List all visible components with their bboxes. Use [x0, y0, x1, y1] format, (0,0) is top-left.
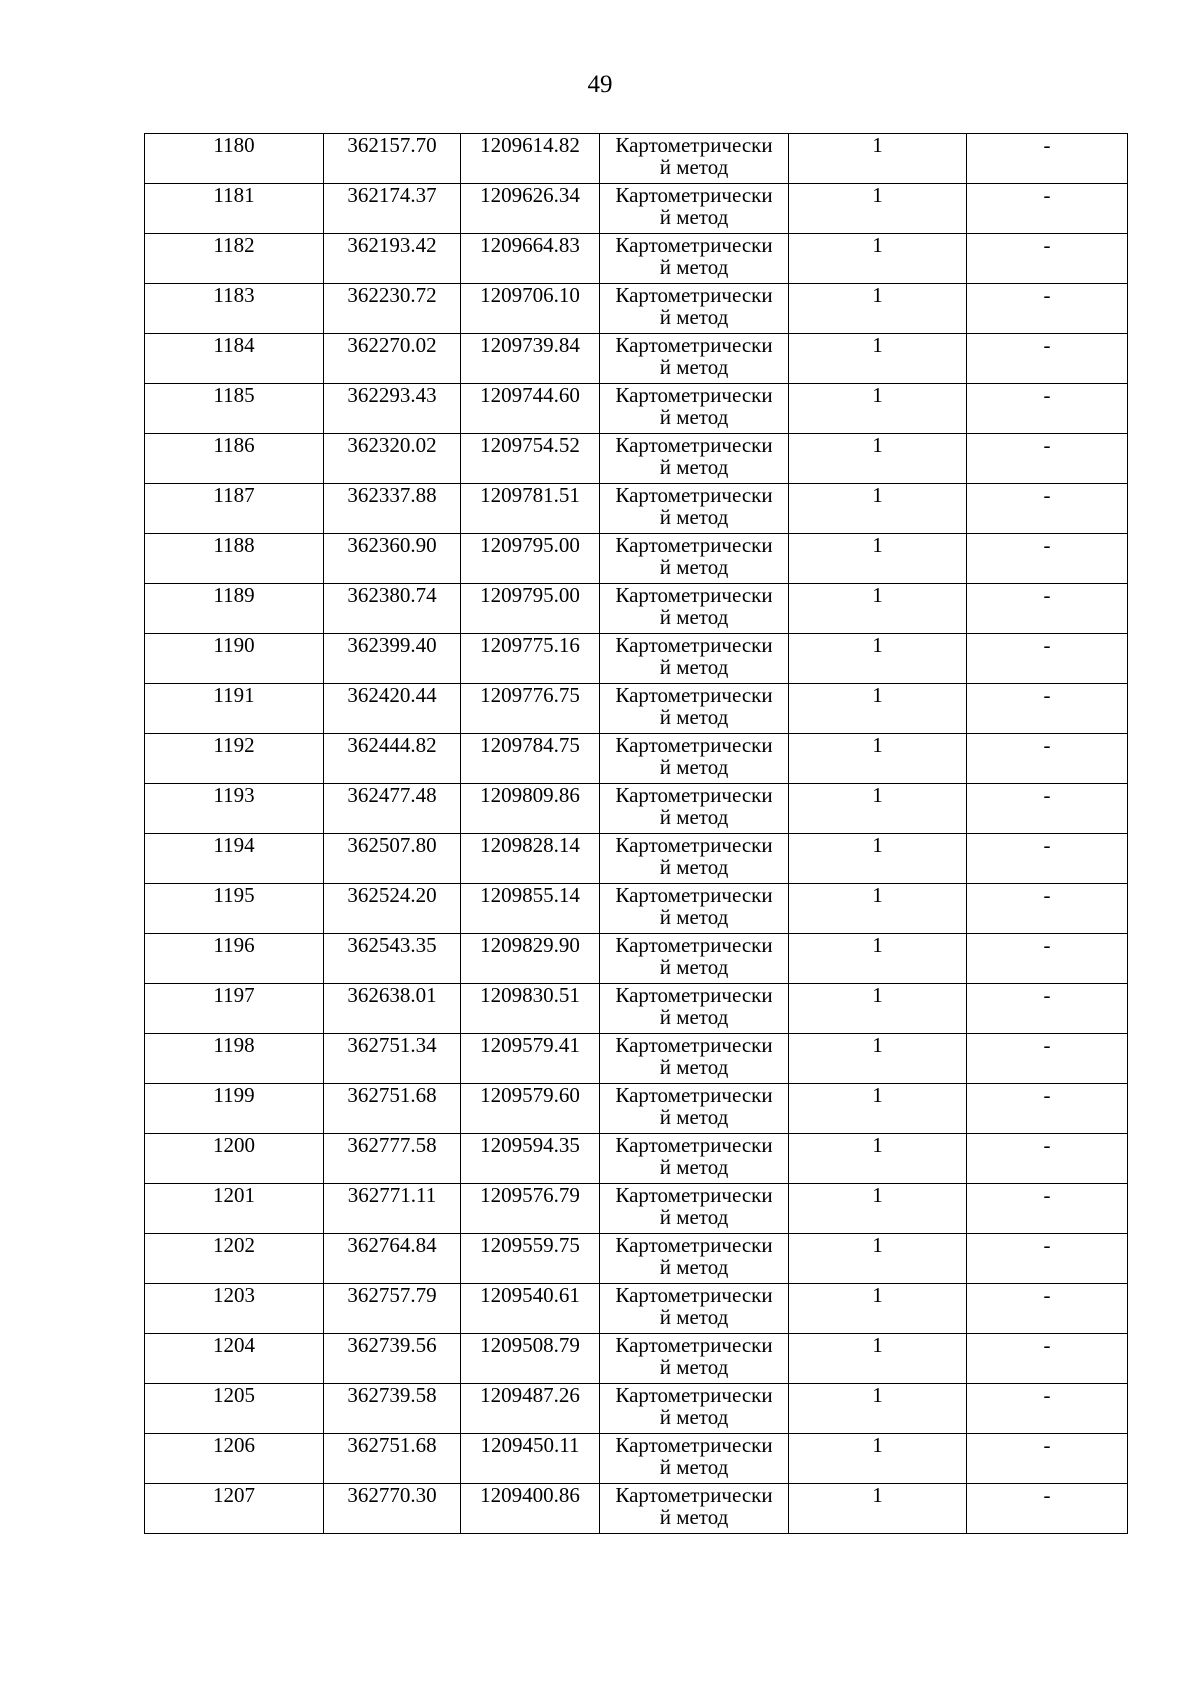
method-cell — [600, 1384, 789, 1434]
description-cell: - — [967, 1484, 1128, 1534]
x-coordinate-cell: 362157.70 — [324, 134, 461, 184]
accuracy-cell: 1 — [789, 584, 967, 634]
point-number-cell: 1181 — [145, 184, 324, 234]
y-coordinate-cell: 1209450.11 — [461, 1434, 600, 1484]
point-number-cell: 1182 — [145, 234, 324, 284]
point-number-cell: 1189 — [145, 584, 324, 634]
y-coordinate-cell: 1209828.14 — [461, 834, 600, 884]
accuracy-cell: 1 — [789, 1234, 967, 1284]
point-number-cell: 1186 — [145, 434, 324, 484]
description-cell: - — [967, 584, 1128, 634]
x-coordinate-cell: 362174.37 — [324, 184, 461, 234]
y-coordinate-cell: 1209795.00 — [461, 584, 600, 634]
accuracy-cell: 1 — [789, 834, 967, 884]
description-cell: - — [967, 484, 1128, 534]
description-cell: - — [967, 134, 1128, 184]
x-coordinate-cell: 362524.20 — [324, 884, 461, 934]
x-coordinate-cell: 362270.02 — [324, 334, 461, 384]
y-coordinate-cell: 1209579.41 — [461, 1034, 600, 1084]
x-coordinate-cell: 362320.02 — [324, 434, 461, 484]
method-cell — [600, 1284, 789, 1334]
accuracy-cell: 1 — [789, 1384, 967, 1434]
method-line-1: Картометрически — [615, 1133, 773, 1157]
accuracy-cell: 1 — [789, 334, 967, 384]
accuracy-cell: 1 — [789, 734, 967, 784]
method-line-1: Картометрически — [615, 1433, 773, 1457]
table-row — [145, 484, 1128, 534]
description-cell: - — [967, 934, 1128, 984]
x-coordinate-cell: 362751.68 — [324, 1084, 461, 1134]
y-coordinate-cell: 1209781.51 — [461, 484, 600, 534]
point-number-cell: 1183 — [145, 284, 324, 334]
point-number-cell: 1188 — [145, 534, 324, 584]
method-line-1: Картометрически — [615, 583, 773, 607]
method-line-1: Картометрически — [615, 833, 773, 857]
description-cell: - — [967, 284, 1128, 334]
point-number-cell: 1205 — [145, 1384, 324, 1434]
method-cell — [600, 1434, 789, 1484]
table-row — [145, 1284, 1128, 1334]
method-line-1: Картометрически — [615, 1183, 773, 1207]
y-coordinate-cell: 1209508.79 — [461, 1334, 600, 1384]
table-row — [145, 1134, 1128, 1184]
method-cell — [600, 734, 789, 784]
method-line-2: й метод — [659, 1405, 729, 1429]
accuracy-cell: 1 — [789, 1284, 967, 1334]
point-number-cell: 1193 — [145, 784, 324, 834]
x-coordinate-cell: 362193.42 — [324, 234, 461, 284]
y-coordinate-cell: 1209579.60 — [461, 1084, 600, 1134]
method-line-2: й метод — [659, 755, 729, 779]
description-cell: - — [967, 1034, 1128, 1084]
x-coordinate-cell: 362360.90 — [324, 534, 461, 584]
point-number-cell: 1187 — [145, 484, 324, 534]
accuracy-cell: 1 — [789, 1484, 967, 1534]
point-number-cell: 1199 — [145, 1084, 324, 1134]
method-cell — [600, 384, 789, 434]
method-line-1: Картометрически — [615, 183, 773, 207]
description-cell: - — [967, 384, 1128, 434]
point-number-cell: 1204 — [145, 1334, 324, 1384]
method-cell — [600, 984, 789, 1034]
accuracy-cell: 1 — [789, 434, 967, 484]
description-cell: - — [967, 834, 1128, 884]
method-line-2: й метод — [659, 1055, 729, 1079]
method-line-1: Картометрически — [615, 283, 773, 307]
accuracy-cell: 1 — [789, 234, 967, 284]
accuracy-cell: 1 — [789, 934, 967, 984]
description-cell: - — [967, 1334, 1128, 1384]
method-line-1: Картометрически — [615, 683, 773, 707]
accuracy-cell: 1 — [789, 784, 967, 834]
y-coordinate-cell: 1209664.83 — [461, 234, 600, 284]
method-line-2: й метод — [659, 505, 729, 529]
method-line-1: Картометрически — [615, 733, 773, 757]
x-coordinate-cell: 362543.35 — [324, 934, 461, 984]
point-number-cell: 1191 — [145, 684, 324, 734]
method-cell — [600, 1484, 789, 1534]
method-cell — [600, 1084, 789, 1134]
method-cell — [600, 434, 789, 484]
table-row — [145, 334, 1128, 384]
method-line-1: Картометрически — [615, 983, 773, 1007]
method-cell — [600, 234, 789, 284]
y-coordinate-cell: 1209754.52 — [461, 434, 600, 484]
description-cell: - — [967, 334, 1128, 384]
method-cell — [600, 634, 789, 684]
y-coordinate-cell: 1209830.51 — [461, 984, 600, 1034]
method-line-1: Картометрически — [615, 483, 773, 507]
x-coordinate-cell: 362507.80 — [324, 834, 461, 884]
accuracy-cell: 1 — [789, 1034, 967, 1084]
method-line-2: й метод — [659, 205, 729, 229]
x-coordinate-cell: 362399.40 — [324, 634, 461, 684]
description-cell: - — [967, 734, 1128, 784]
y-coordinate-cell: 1209739.84 — [461, 334, 600, 384]
method-line-1: Картометрически — [615, 1083, 773, 1107]
method-line-1: Картометрически — [615, 1483, 773, 1507]
description-cell: - — [967, 1234, 1128, 1284]
method-cell — [600, 534, 789, 584]
coordinates-table-body — [145, 134, 1128, 1534]
table-row — [145, 1384, 1128, 1434]
accuracy-cell: 1 — [789, 534, 967, 584]
method-line-1: Картометрически — [615, 1033, 773, 1057]
description-cell: - — [967, 234, 1128, 284]
y-coordinate-cell: 1209795.00 — [461, 534, 600, 584]
method-cell — [600, 1234, 789, 1284]
accuracy-cell: 1 — [789, 1084, 967, 1134]
method-line-1: Картометрически — [615, 333, 773, 357]
description-cell: - — [967, 1134, 1128, 1184]
table-row — [145, 134, 1128, 184]
point-number-cell: 1180 — [145, 134, 324, 184]
method-cell — [600, 784, 789, 834]
description-cell: - — [967, 1434, 1128, 1484]
accuracy-cell: 1 — [789, 484, 967, 534]
description-cell: - — [967, 534, 1128, 584]
method-line-2: й метод — [659, 255, 729, 279]
method-cell — [600, 684, 789, 734]
y-coordinate-cell: 1209775.16 — [461, 634, 600, 684]
method-line-2: й метод — [659, 305, 729, 329]
method-line-1: Картометрически — [615, 933, 773, 957]
method-line-1: Картометрически — [615, 383, 773, 407]
method-line-2: й метод — [659, 805, 729, 829]
x-coordinate-cell: 362420.44 — [324, 684, 461, 734]
x-coordinate-cell: 362771.11 — [324, 1184, 461, 1234]
x-coordinate-cell: 362337.88 — [324, 484, 461, 534]
method-line-2: й метод — [659, 855, 729, 879]
point-number-cell: 1206 — [145, 1434, 324, 1484]
table-row — [145, 534, 1128, 584]
method-cell — [600, 1034, 789, 1084]
page-number: 49 — [587, 71, 613, 98]
x-coordinate-cell: 362444.82 — [324, 734, 461, 784]
description-cell: - — [967, 1284, 1128, 1334]
method-line-2: й метод — [659, 1255, 729, 1279]
accuracy-cell: 1 — [789, 134, 967, 184]
x-coordinate-cell: 362230.72 — [324, 284, 461, 334]
method-line-1: Картометрически — [615, 1283, 773, 1307]
table-row — [145, 1084, 1128, 1134]
table-row — [145, 884, 1128, 934]
point-number-cell: 1195 — [145, 884, 324, 934]
accuracy-cell: 1 — [789, 384, 967, 434]
method-line-2: й метод — [659, 655, 729, 679]
description-cell: - — [967, 784, 1128, 834]
y-coordinate-cell: 1209784.75 — [461, 734, 600, 784]
method-line-2: й метод — [659, 605, 729, 629]
x-coordinate-cell: 362380.74 — [324, 584, 461, 634]
method-cell — [600, 1134, 789, 1184]
method-cell — [600, 834, 789, 884]
accuracy-cell: 1 — [789, 1134, 967, 1184]
table-row — [145, 934, 1128, 984]
method-line-1: Картометрически — [615, 1383, 773, 1407]
table-row — [145, 1334, 1128, 1384]
x-coordinate-cell: 362293.43 — [324, 384, 461, 434]
point-number-cell: 1202 — [145, 1234, 324, 1284]
table-row — [145, 684, 1128, 734]
method-cell — [600, 284, 789, 334]
point-number-cell: 1200 — [145, 1134, 324, 1184]
x-coordinate-cell: 362751.68 — [324, 1434, 461, 1484]
y-coordinate-cell: 1209540.61 — [461, 1284, 600, 1334]
description-cell: - — [967, 434, 1128, 484]
accuracy-cell: 1 — [789, 1184, 967, 1234]
x-coordinate-cell: 362751.34 — [324, 1034, 461, 1084]
coordinates-table — [144, 133, 1128, 1534]
method-line-2: й метод — [659, 455, 729, 479]
accuracy-cell: 1 — [789, 884, 967, 934]
y-coordinate-cell: 1209855.14 — [461, 884, 600, 934]
method-line-2: й метод — [659, 1105, 729, 1129]
point-number-cell: 1197 — [145, 984, 324, 1034]
y-coordinate-cell: 1209776.75 — [461, 684, 600, 734]
y-coordinate-cell: 1209626.34 — [461, 184, 600, 234]
point-number-cell: 1201 — [145, 1184, 324, 1234]
method-cell — [600, 584, 789, 634]
method-cell — [600, 1334, 789, 1384]
method-line-1: Картометрически — [615, 883, 773, 907]
table-row — [145, 634, 1128, 684]
table-row — [145, 1484, 1128, 1534]
accuracy-cell: 1 — [789, 984, 967, 1034]
table-row — [145, 784, 1128, 834]
method-line-2: й метод — [659, 1305, 729, 1329]
table-row — [145, 834, 1128, 884]
y-coordinate-cell: 1209559.75 — [461, 1234, 600, 1284]
y-coordinate-cell: 1209744.60 — [461, 384, 600, 434]
table-row — [145, 284, 1128, 334]
point-number-cell: 1196 — [145, 934, 324, 984]
y-coordinate-cell: 1209400.86 — [461, 1484, 600, 1534]
method-cell — [600, 484, 789, 534]
accuracy-cell: 1 — [789, 1334, 967, 1384]
x-coordinate-cell: 362757.79 — [324, 1284, 461, 1334]
table-row — [145, 434, 1128, 484]
description-cell: - — [967, 184, 1128, 234]
y-coordinate-cell: 1209829.90 — [461, 934, 600, 984]
method-line-1: Картометрически — [615, 783, 773, 807]
point-number-cell: 1198 — [145, 1034, 324, 1084]
method-cell — [600, 334, 789, 384]
method-line-1: Картометрически — [615, 233, 773, 257]
y-coordinate-cell: 1209614.82 — [461, 134, 600, 184]
table-row — [145, 584, 1128, 634]
point-number-cell: 1192 — [145, 734, 324, 784]
method-line-2: й метод — [659, 1205, 729, 1229]
method-cell — [600, 184, 789, 234]
x-coordinate-cell: 362477.48 — [324, 784, 461, 834]
method-line-1: Картометрически — [615, 133, 773, 157]
y-coordinate-cell: 1209487.26 — [461, 1384, 600, 1434]
accuracy-cell: 1 — [789, 684, 967, 734]
description-cell: - — [967, 1084, 1128, 1134]
table-row — [145, 234, 1128, 284]
x-coordinate-cell: 362638.01 — [324, 984, 461, 1034]
table-row — [145, 184, 1128, 234]
method-cell — [600, 1184, 789, 1234]
accuracy-cell: 1 — [789, 184, 967, 234]
description-cell: - — [967, 684, 1128, 734]
description-cell: - — [967, 1384, 1128, 1434]
method-line-1: Картометрически — [615, 533, 773, 557]
point-number-cell: 1190 — [145, 634, 324, 684]
method-cell — [600, 134, 789, 184]
accuracy-cell: 1 — [789, 1434, 967, 1484]
y-coordinate-cell: 1209594.35 — [461, 1134, 600, 1184]
point-number-cell: 1184 — [145, 334, 324, 384]
method-line-2: й метод — [659, 1005, 729, 1029]
x-coordinate-cell: 362739.56 — [324, 1334, 461, 1384]
table-row — [145, 1034, 1128, 1084]
method-line-2: й метод — [659, 405, 729, 429]
point-number-cell: 1203 — [145, 1284, 324, 1334]
y-coordinate-cell: 1209809.86 — [461, 784, 600, 834]
table-row — [145, 1234, 1128, 1284]
method-line-2: й метод — [659, 555, 729, 579]
method-line-2: й метод — [659, 1155, 729, 1179]
method-line-1: Картометрически — [615, 633, 773, 657]
description-cell: - — [967, 984, 1128, 1034]
point-number-cell: 1185 — [145, 384, 324, 434]
table-row — [145, 984, 1128, 1034]
method-line-2: й метод — [659, 1505, 729, 1529]
description-cell: - — [967, 634, 1128, 684]
y-coordinate-cell: 1209706.10 — [461, 284, 600, 334]
method-line-2: й метод — [659, 355, 729, 379]
point-number-cell: 1194 — [145, 834, 324, 884]
accuracy-cell: 1 — [789, 634, 967, 684]
table-row — [145, 384, 1128, 434]
table-row — [145, 734, 1128, 784]
table-row — [145, 1434, 1128, 1484]
y-coordinate-cell: 1209576.79 — [461, 1184, 600, 1234]
accuracy-cell: 1 — [789, 284, 967, 334]
x-coordinate-cell: 362739.58 — [324, 1384, 461, 1434]
x-coordinate-cell: 362770.30 — [324, 1484, 461, 1534]
method-line-2: й метод — [659, 955, 729, 979]
point-number-cell: 1207 — [145, 1484, 324, 1534]
x-coordinate-cell: 362777.58 — [324, 1134, 461, 1184]
method-line-2: й метод — [659, 1355, 729, 1379]
method-cell — [600, 884, 789, 934]
method-cell — [600, 934, 789, 984]
method-line-2: й метод — [659, 905, 729, 929]
table-row — [145, 1184, 1128, 1234]
description-cell: - — [967, 884, 1128, 934]
method-line-1: Картометрически — [615, 1233, 773, 1257]
method-line-2: й метод — [659, 705, 729, 729]
method-line-2: й метод — [659, 1455, 729, 1479]
description-cell: - — [967, 1184, 1128, 1234]
method-line-1: Картометрически — [615, 433, 773, 457]
x-coordinate-cell: 362764.84 — [324, 1234, 461, 1284]
method-line-1: Картометрически — [615, 1333, 773, 1357]
method-line-2: й метод — [659, 155, 729, 179]
